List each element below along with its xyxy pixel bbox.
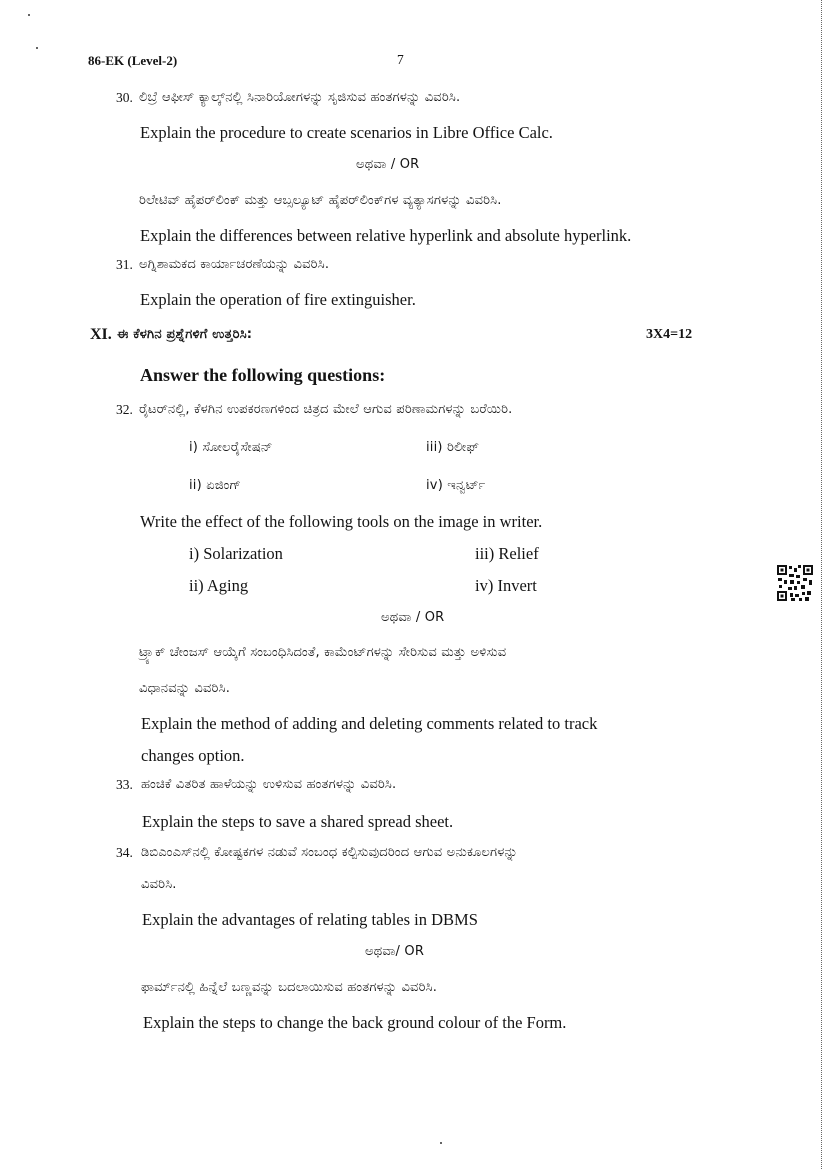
or-separator: ಅಥವಾ / OR <box>381 610 445 625</box>
question-32-alt-english: changes option. <box>141 746 245 765</box>
question-number: 32. <box>116 402 133 417</box>
section-instruction-english: Answer the following questions: <box>140 365 386 385</box>
question-34-alt-english: Explain the steps to change the back ground colour of the Form. <box>143 1013 567 1032</box>
question-30-english: Explain the procedure to create scenarios in Libre Office Calc. <box>140 123 553 142</box>
question-33-english: Explain the steps to save a shared spread sheet. <box>142 812 454 831</box>
option-kannada: i) ಸೋಲರೈಸೇಷನ್ <box>189 440 273 455</box>
question-30-kannada: ಲಿಬ್ರೆ ಆಫೀಸ್ ಕ್ಯಾಲ್ಕ್‌ನಲ್ಲಿ ಸಿನಾರಿಯೋಗಳನ್ನು ಸೃಜಿಸುವ ಹಂತಗಳನ್ನು ವಿವರಿಸಿ. <box>139 90 461 105</box>
option-english: ii) Aging <box>189 576 249 595</box>
qr-code <box>776 564 814 602</box>
or-separator: ಅಥವಾ / OR <box>356 157 420 172</box>
question-34-kannada: ವಿವರಿಸಿ. <box>141 877 177 892</box>
question-34-alt-kannada: ಫಾರ್ಮ್‌ನಲ್ಲಿ ಹಿನ್ನೆಲೆ ಬಣ್ಣವನ್ನು ಬದಲಾಯಿಸುವ ಹಂತಗಳನ್ನು ವಿವರಿಸಿ. <box>141 980 438 995</box>
section-instruction-kannada: ಈ ಕೆಳಗಿನ ಪ್ರಶ್ನೆಗಳಿಗೆ ಉತ್ತರಿಸಿ: <box>117 327 253 342</box>
question-32-alt-english: Explain the method of adding and deleting comments related to track <box>141 714 598 733</box>
option-english: iii) Relief <box>475 544 539 563</box>
question-30-alt-kannada: ರಿಲೇಟಿವ್ ಹೈಪರ್‌ಲಿಂಕ್ ಮತ್ತು ಆಬ್ಸಲ್ಯೂಟ್ ಹೈಪರ್‌ಲಿಂಕ್‌ಗಳ ವ್ಯತ್ಯಾಸಗಳನ್ನು ವಿವರಿಸಿ. <box>139 193 502 208</box>
option-english: iv) Invert <box>475 576 537 595</box>
option-kannada: iv) ಇನ್ವರ್ಟ್ <box>426 478 486 493</box>
or-separator: ಅಥವಾ/ OR <box>365 944 425 959</box>
option-kannada: iii) ರಿಲೀಫ್ <box>426 440 480 455</box>
scan-speck <box>440 1142 442 1144</box>
question-34-english: Explain the advantages of relating tables in DBMS <box>142 910 478 929</box>
paper-code: 86-EK (Level-2) <box>88 53 178 68</box>
question-34-kannada: ಡಿಬಿಎಂಎಸ್‌ನಲ್ಲಿ ಕೋಷ್ಟಕಗಳ ನಡುವೆ ಸಂಬಂಧ ಕಲ್ಪಿಸುವುದರಿಂದ ಆಗುವ ಅನುಕೂಲಗಳನ್ನು <box>141 845 518 860</box>
question-33-kannada: ಹಂಚಿಕೆ ವಿತರಿತ ಹಾಳೆಯನ್ನು ಉಳಿಸುವ ಹಂತಗಳನ್ನು ವಿವರಿಸಿ. <box>141 777 397 792</box>
option-kannada: ii) ಏಜಿಂಗ್ <box>189 478 241 493</box>
scan-speck <box>28 14 30 16</box>
scan-edge-line <box>819 0 822 1169</box>
question-31-kannada: ಅಗ್ನಿಶಾಮಕದ ಕಾರ್ಯಾಚರಣೆಯನ್ನು ವಿವರಿಸಿ. <box>139 257 330 272</box>
question-30-alt-english: Explain the differences between relative hyperlink and absolute hyperlink. <box>140 226 632 245</box>
section-marks: 3X4=12 <box>646 327 693 342</box>
question-32-alt-kannada: ಟ್ರ್ಯಾಕ್ ಚೇಂಜಸ್ ಆಯ್ಕೆಗೆ ಸಂಬಂಧಿಸಿದಂತೆ, ಕಾಮೆಂಟ್‌ಗಳನ್ನು ಸೇರಿಸುವ ಮತ್ತು ಅಳಿಸುವ <box>139 645 507 660</box>
scan-speck <box>36 47 38 49</box>
question-32-kannada: ರೈಟರ್‌ನಲ್ಲಿ, ಕೆಳಗಿನ ಉಪಕರಣಗಳಿಂದ ಚಿತ್ರದ ಮೇಲೆ ಆಗುವ ಪರಿಣಾಮಗಳನ್ನು ಬರೆಯಿರಿ. <box>139 402 513 417</box>
option-english: i) Solarization <box>189 544 283 563</box>
question-number: 34. <box>116 845 133 860</box>
question-number: 33. <box>116 777 133 792</box>
question-number: 31. <box>116 257 133 272</box>
section-label: XI. <box>90 326 112 343</box>
question-32-alt-kannada: ವಿಧಾನವನ್ನು ವಿವರಿಸಿ. <box>139 681 231 696</box>
question-32-english: Write the effect of the following tools on the image in writer. <box>140 512 543 531</box>
question-31-english: Explain the operation of fire extinguisher. <box>140 290 416 309</box>
page-number: 7 <box>397 52 404 67</box>
question-number: 30. <box>116 90 133 105</box>
